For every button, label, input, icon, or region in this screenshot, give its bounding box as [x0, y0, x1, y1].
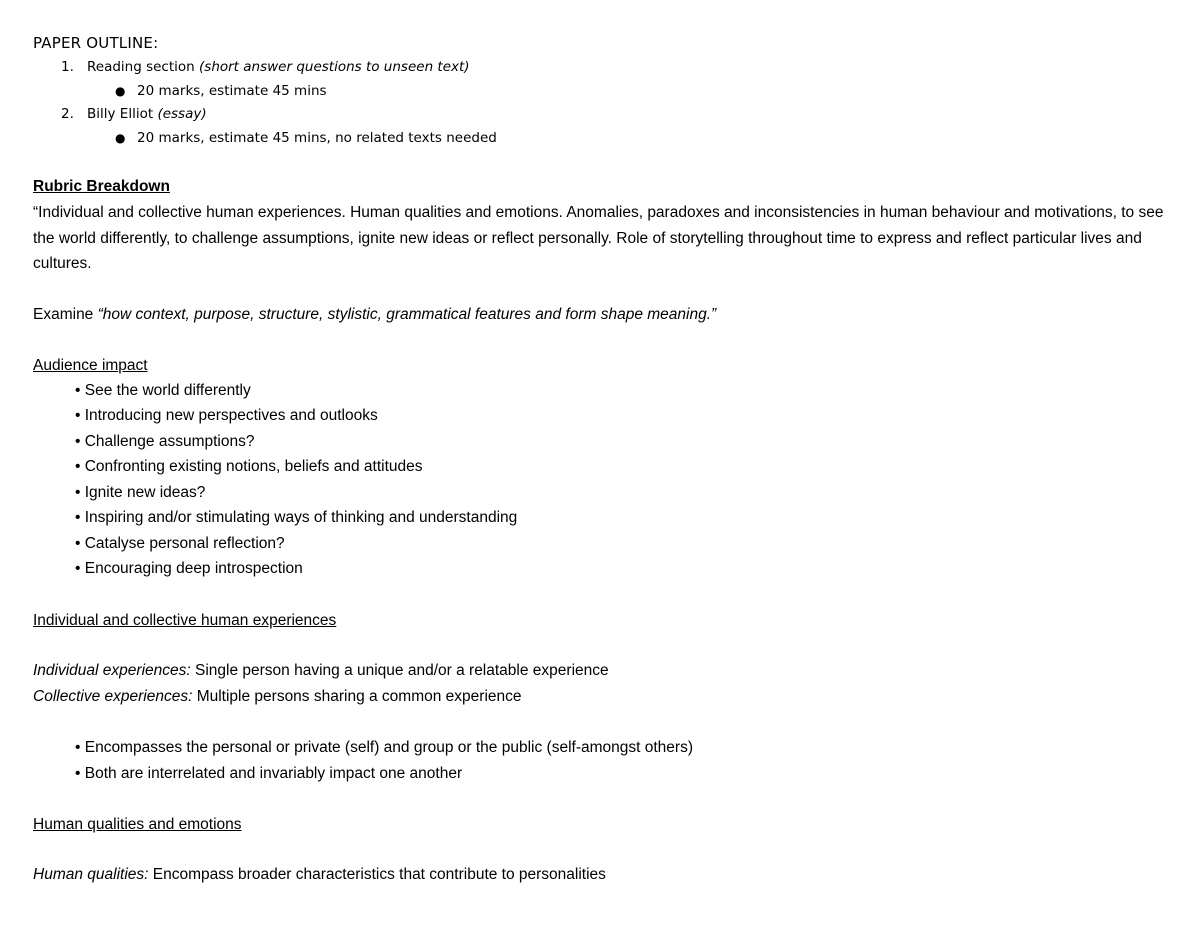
collective-experiences-line	[33, 687, 522, 707]
audience-item: • Ignite new ideas?	[75, 484, 206, 501]
audience-item: • Confronting existing notions, beliefs and attitudes	[75, 458, 423, 475]
outline-item-1-number: 1.	[61, 59, 74, 75]
outline-item-2	[61, 104, 207, 124]
outline-item-2-label: Billy Elliot	[87, 106, 154, 122]
outline-title: PAPER OUTLINE:	[33, 34, 159, 52]
outline-item-1-sub-text: 20 marks, estimate 45 mins	[137, 83, 327, 99]
examine-line	[33, 305, 716, 325]
outline-item-1-note: (short answer questions to unseen text)	[199, 59, 470, 75]
audience-item: • Encouraging deep introspection	[75, 560, 303, 577]
outline-item-1	[61, 57, 470, 77]
individual-experiences-text: Single person having a unique and/or a relatable experience	[190, 662, 609, 679]
audience-item: • Challenge assumptions?	[75, 433, 255, 450]
human-qualities-label: Human qualities:	[33, 866, 149, 883]
individual-experiences-line	[33, 661, 609, 681]
audience-item: • Catalyse personal reflection?	[75, 535, 285, 552]
experiences-bullet: • Encompasses the personal or private (self) and group or the public (self-amongst others)	[75, 739, 693, 756]
outline-item-1-label: Reading section	[87, 59, 195, 75]
experiences-bullet: • Both are interrelated and invariably impact one another	[75, 765, 463, 782]
collective-experiences-label: Collective experiences:	[33, 688, 193, 705]
human-qualities-text: Encompass broader characteristics that contribute to personalities	[148, 866, 606, 883]
bullet-icon: ●	[115, 131, 126, 145]
outline-item-2-sub	[115, 128, 497, 148]
examine-label: Examine	[33, 306, 94, 323]
rubric-heading: Rubric Breakdown	[33, 178, 170, 195]
audience-item: • See the world differently	[75, 382, 251, 399]
outline-item-1-sub	[115, 81, 327, 101]
bullet-icon: ●	[115, 84, 126, 98]
audience-item: • Introducing new perspectives and outlooks	[75, 407, 378, 424]
outline-item-2-note: (essay)	[157, 106, 207, 122]
outline-item-2-sub-text: 20 marks, estimate 45 mins, no related texts needed	[137, 130, 497, 146]
examine-quote: “how context, purpose, structure, stylistic, grammatical features and form shape meaning.”	[97, 306, 717, 323]
human-qualities-line	[33, 865, 606, 885]
audience-item: • Inspiring and/or stimulating ways of thinking and understanding	[75, 509, 518, 526]
qualities-heading: Human qualities and emotions	[33, 816, 242, 833]
audience-heading: Audience impact	[33, 357, 148, 374]
rubric-quote: “Individual and collective human experiences. Human qualities and emotions. Anomalies, paradoxes and inconsistencies in human behaviour and motivations, to see the world differently, to challenge assumptions, ignite new ideas or reflect personally. Role of storytelling throughout time to express and reflect particular lives and cultures.	[33, 204, 1164, 272]
collective-experiences-text: Multiple persons sharing a common experience	[192, 688, 522, 705]
outline-item-2-number: 2.	[61, 106, 74, 122]
individual-experiences-label: Individual experiences:	[33, 662, 191, 679]
experiences-heading: Individual and collective human experiences	[33, 612, 337, 629]
